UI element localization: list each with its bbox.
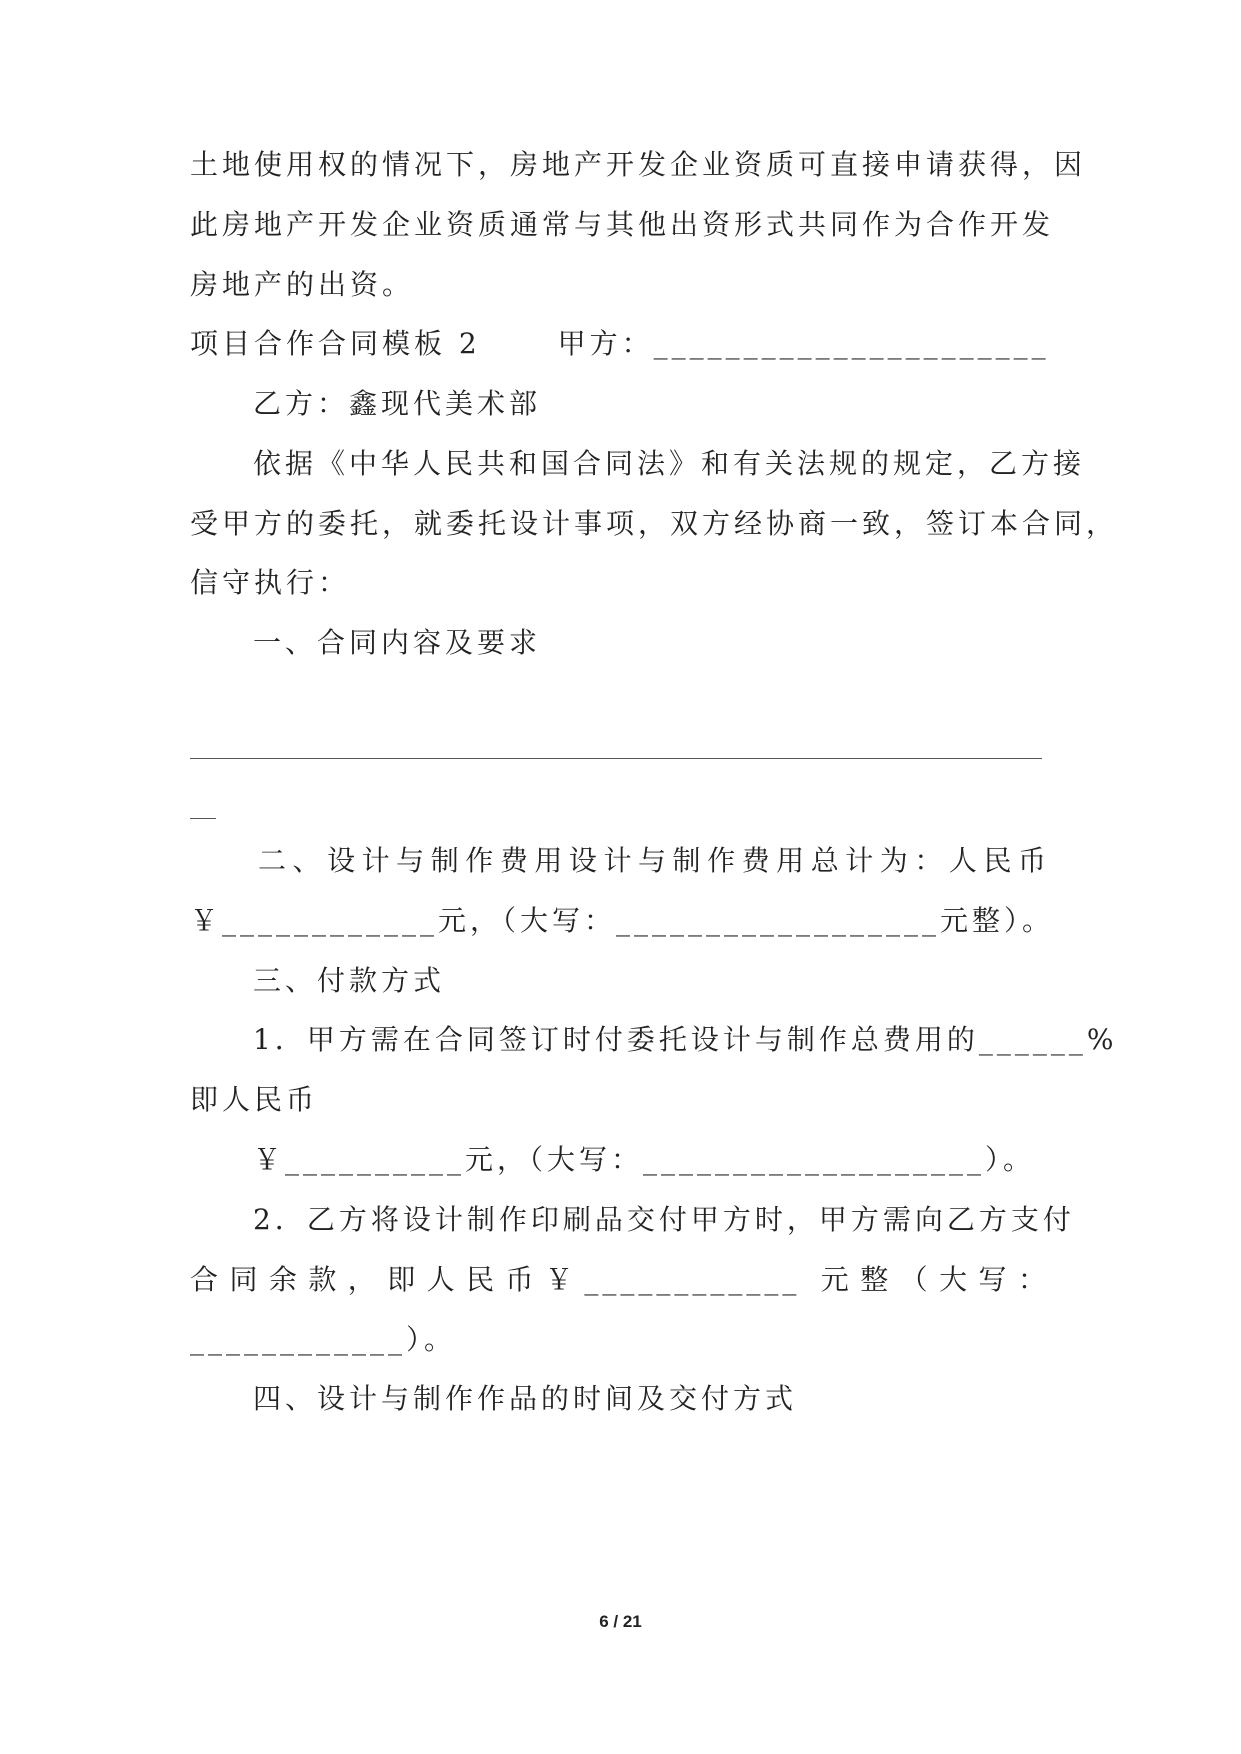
paragraph-line: 土地使用权的情况下，房地产开发企业资质可直接申请获得，因 — [190, 148, 1087, 181]
section-heading: 二、设计与制作费用设计与制作费用总计为：人民币 — [258, 844, 1050, 877]
paragraph-line: 信守执行： — [190, 566, 351, 599]
fill-in-blank-line — [190, 758, 1042, 759]
template-title-line: 项目合作合同模板 2 甲方：______________________ — [190, 327, 1050, 360]
paragraph-line: 即人民币 — [190, 1083, 319, 1116]
paragraph-line: 合同余款，即人民币￥____________ 元整（大写： — [190, 1263, 1050, 1296]
paragraph-line: ￥____________元，（大写：__________________元整）。 — [190, 904, 1055, 937]
fill-in-blank-line — [190, 818, 216, 819]
paragraph-line: ￥__________元，（大写：___________________）。 — [253, 1143, 1036, 1176]
paragraph-line: 房地产的出资。 — [190, 268, 415, 301]
list-item: 2．乙方将设计制作印刷品交付甲方时，甲方需向乙方支付 — [253, 1203, 1075, 1236]
list-item: 1．甲方需在合同签订时付委托设计与制作总费用的______% — [253, 1023, 1118, 1056]
section-heading: 一、合同内容及要求 — [253, 626, 542, 659]
paragraph-line: 依据《中华人民共和国合同法》和有关法规的规定，乙方接 — [253, 447, 1086, 480]
section-heading: 四、设计与制作作品的时间及交付方式 — [253, 1382, 798, 1415]
paragraph-line: 此房地产开发企业资质通常与其他出资形式共同作为合作开发 — [190, 208, 1055, 241]
page-number: 6 / 21 — [599, 1612, 642, 1631]
paragraph-line: ____________）。 — [190, 1323, 457, 1356]
party-b-line: 乙方：鑫现代美术部 — [253, 387, 542, 420]
paragraph-line: 受甲方的委托，就委托设计事项，双方经协商一致，签订本合同， — [190, 507, 1119, 540]
section-heading: 三、付款方式 — [253, 964, 446, 997]
